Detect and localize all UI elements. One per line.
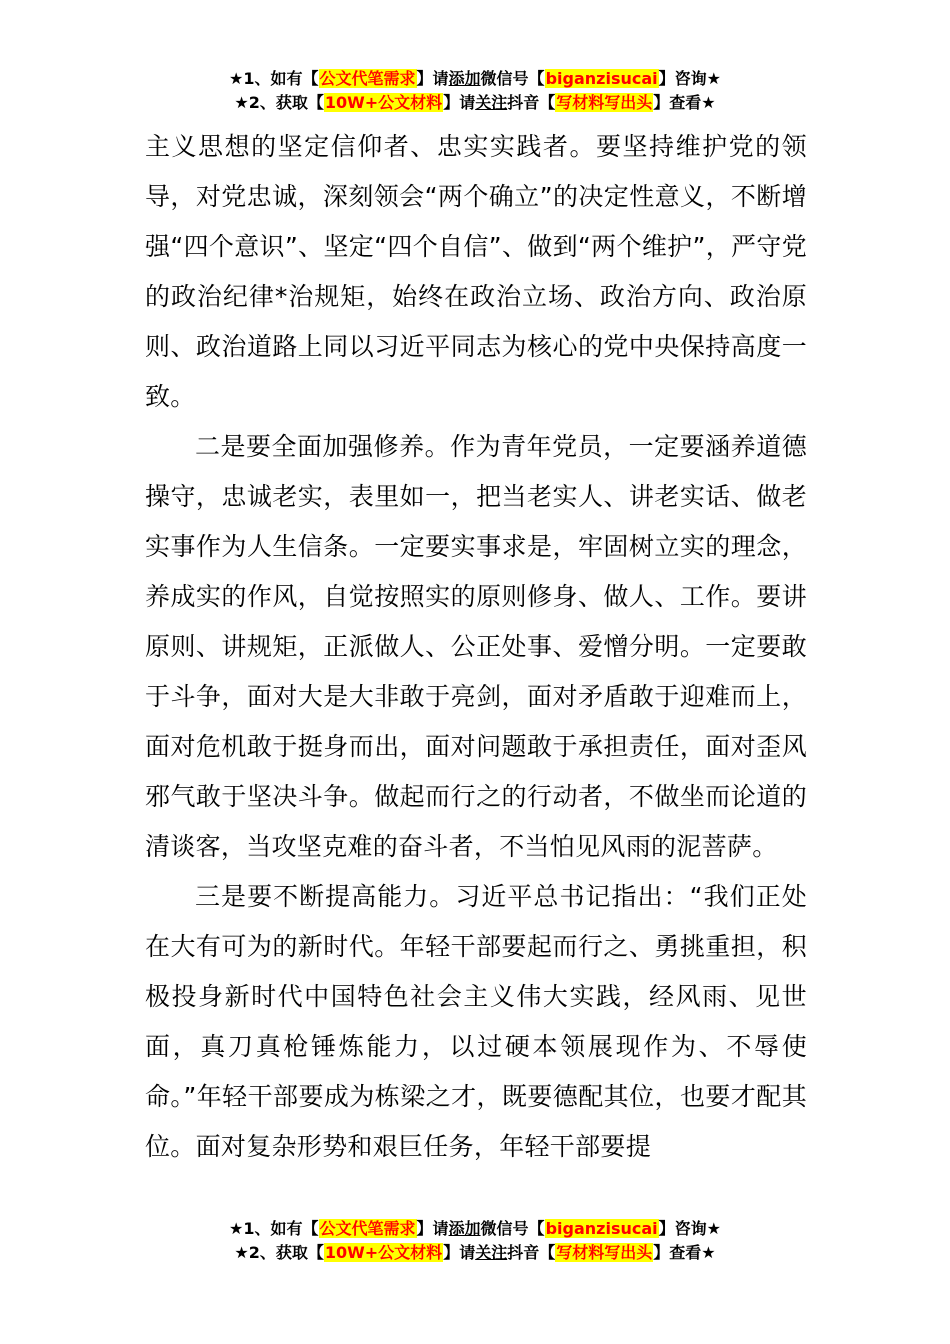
banner-highlight-douyin-account: 写材料写出头 [556,93,653,112]
footer-highlight-wechat-id: biganzisucai [545,1219,658,1238]
document-body [145,122,807,1172]
footer-highlight-douyin-account: 写材料写出头 [556,1243,653,1262]
banner-line-1 [0,68,950,92]
banner-line-1-mid2: 微信号【 [480,69,545,88]
paragraph-ability: 三是要不断提高能力。习近平总书记指出：“我们正处在大有可为的新时代。年轻干部要起而行之、勇挑重担，积极投身新时代中国特色社会主义伟大实践，经风雨、见世面，真刀真枪锤炼能力，以过硬本领展现作为、不辱使命。”年轻干部要成为栋梁之才，既要德配其位，也要才配其位。面对复杂形势和艰巨任务，年轻干部要提 [145,882,807,1161]
footer-line-1-suffix: 】咨询★ [658,1219,721,1238]
banner-line-1-prefix: ★1、如有【 [229,69,319,88]
footer-emph-add: 添加 [448,1219,481,1238]
footer-banner-line-2 [0,1242,950,1266]
banner-emph-follow: 关注 [475,93,508,112]
footer-banner [0,1218,950,1266]
banner-line-1-suffix: 】咨询★ [658,69,721,88]
banner-line-2-prefix: ★2、获取【 [234,93,324,112]
banner-highlight-writing-service: 公文代笔需求 [319,69,416,88]
footer-line-1-prefix: ★1、如有【 [229,1219,319,1238]
banner-highlight-materials: 10W+公文材料 [324,93,443,112]
footer-highlight-materials: 10W+公文材料 [324,1243,443,1262]
paragraph-self-cultivation: 二是要全面加强修养。作为青年党员，一定要涵养道德操守，忠诚老实，表里如一，把当老实人、讲老实话、做老实事作为人生信条。一定要实事求是，牢固树立实的理念，养成实的作风，自觉按照实的原则修身、做人、工作。要讲原则、讲规矩，正派做人、公正处事、爱憎分明。一定要敢于斗争，面对大是大非敢于亮剑，面对矛盾敢于迎难而上，面对危机敢于挺身而出，面对问题敢于承担责任，面对歪风邪气敢于坚决斗争。做起而行之的行动者，不做坐而论道的清谈客，当攻坚克难的奋斗者，不当怕见风雨的泥菩萨。 [145,432,807,861]
banner-line-2 [0,92,950,116]
footer-line-2-prefix: ★2、获取【 [234,1243,324,1262]
banner-emph-add: 添加 [448,69,481,88]
banner-line-2-mid1: 】请 [443,93,476,112]
footer-banner-line-1 [0,1218,950,1242]
footer-line-1-mid1: 】请 [416,1219,449,1238]
footer-emph-follow: 关注 [475,1243,508,1262]
footer-line-1-mid2: 微信号【 [480,1219,545,1238]
banner-line-2-mid2: 抖音【 [507,93,556,112]
header-banner [0,68,950,116]
footer-line-2-suffix: 】查看★ [653,1243,716,1262]
footer-line-2-mid2: 抖音【 [507,1243,556,1262]
banner-line-1-mid1: 】请 [416,69,449,88]
banner-highlight-wechat-id: biganzisucai [545,69,658,88]
footer-highlight-writing-service: 公文代笔需求 [319,1219,416,1238]
footer-line-2-mid1: 】请 [443,1243,476,1262]
paragraph-continued: 主义思想的坚定信仰者、忠实实践者。要坚持维护党的领导，对党忠诚，深刻领会“两个确立”的决定性意义，不断增强“四个意识”、坚定“四个自信”、做到“两个维护”，严守党的政治纪律*治规矩，始终在政治立场、政治方向、政治原则、政治道路上同以习近平同志为核心的党中央保持高度一致。 [145,132,807,411]
banner-line-2-suffix: 】查看★ [653,93,716,112]
